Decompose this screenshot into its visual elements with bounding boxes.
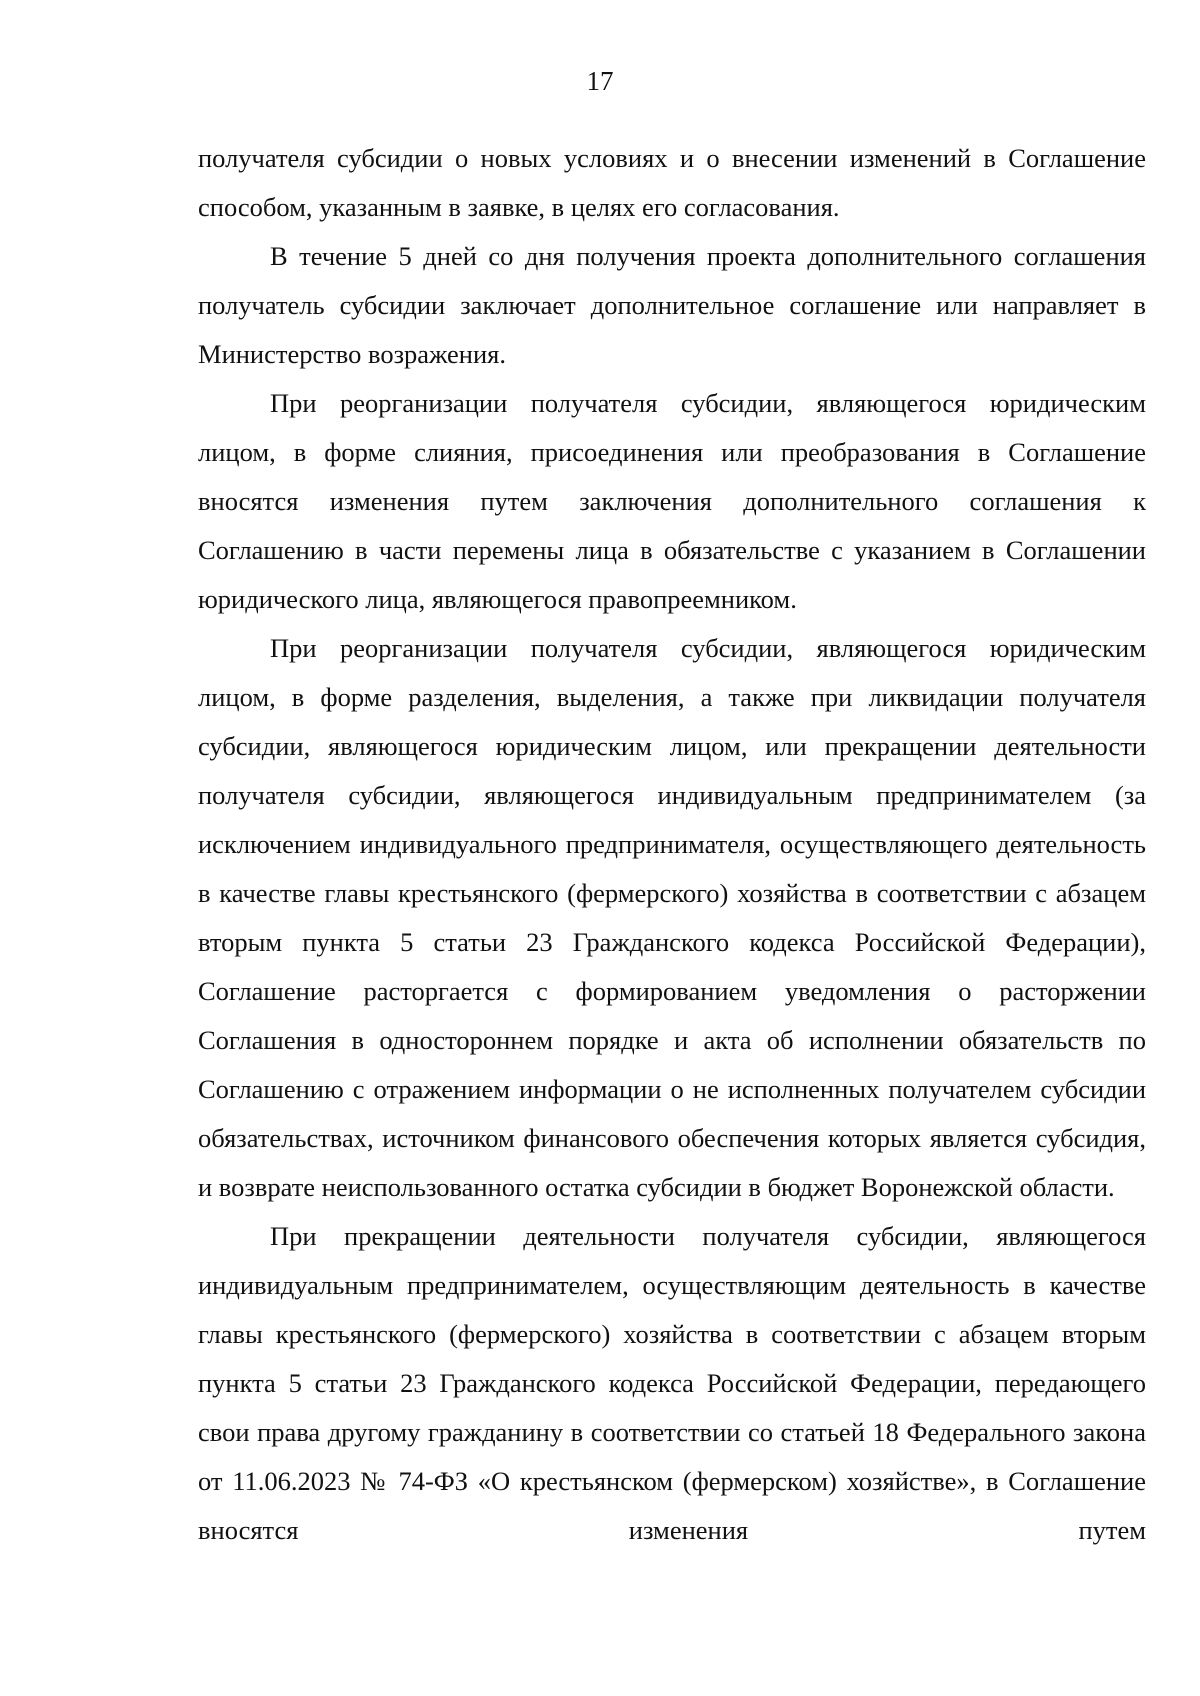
paragraph-continuation: получателя субсидии о новых условиях и о внесении изменений в Соглашение способом, указанным в заявке, в целях его согласования. <box>198 143 1146 222</box>
paragraph-reorganization-merger: При реорганизации получателя субсидии, являющегося юридическим лицом, в форме слияния, присоединения или преобразования в Соглашение вносятся изменения путем заключения дополнительного соглашения к Соглашению в части перемены лица в обязательстве с указанием в Соглашении юридического лица, являющегося правопреемником. <box>198 388 1146 614</box>
paragraph-reorganization-division: При реорганизации получателя субсидии, являющегося юридическим лицом, в форме разделения, выделения, а также при ликвидации получателя субсидии, являющегося юридическим лицом, или прекращении деятельности получателя субсидии, являющегося индивидуальным предпринимателем (за исключением индивидуального предпринимателя, осуществляющего деятельность в качестве главы крестьянского (фермерского) хозяйства в соответствии с абзацем вторым пункта 5 статьи 23 Гражданского кодекса Российской Федерации), Соглашение расторгается с формированием уведомления о расторжении Соглашения в одностороннем порядке и акта об исполнении обязательств по Соглашению с отражением информации о не исполненных получателем субсидии обязательствах, источником финансового обеспечения которых является субсидия, и возврате неиспользованного остатка субсидии в бюджет Воронежской области. <box>198 633 1146 1202</box>
paragraph-termination-farm: При прекращении деятельности получателя субсидии, являющегося индивидуальным предпринимателем, осуществляющим деятельность в качестве главы крестьянского (фермерского) хозяйства в соответствии с абзацем вторым пункта 5 статьи 23 Гражданского кодекса Российской Федерации, передающего свои права другому гражданину в соответствии со статьей 18 Федерального закона от 11.06.2023 № 74-ФЗ «О крестьянском (фермерском) хозяйстве», в Соглашение вносятся изменения путем <box>198 1221 1146 1545</box>
document-body <box>198 134 1146 1555</box>
paragraph-additional-agreement-term: В течение 5 дней со дня получения проекта дополнительного соглашения получатель субсидии заключает дополнительное соглашение или направляет в Министерство возражения. <box>198 241 1146 369</box>
page-number: 17 <box>586 66 614 96</box>
